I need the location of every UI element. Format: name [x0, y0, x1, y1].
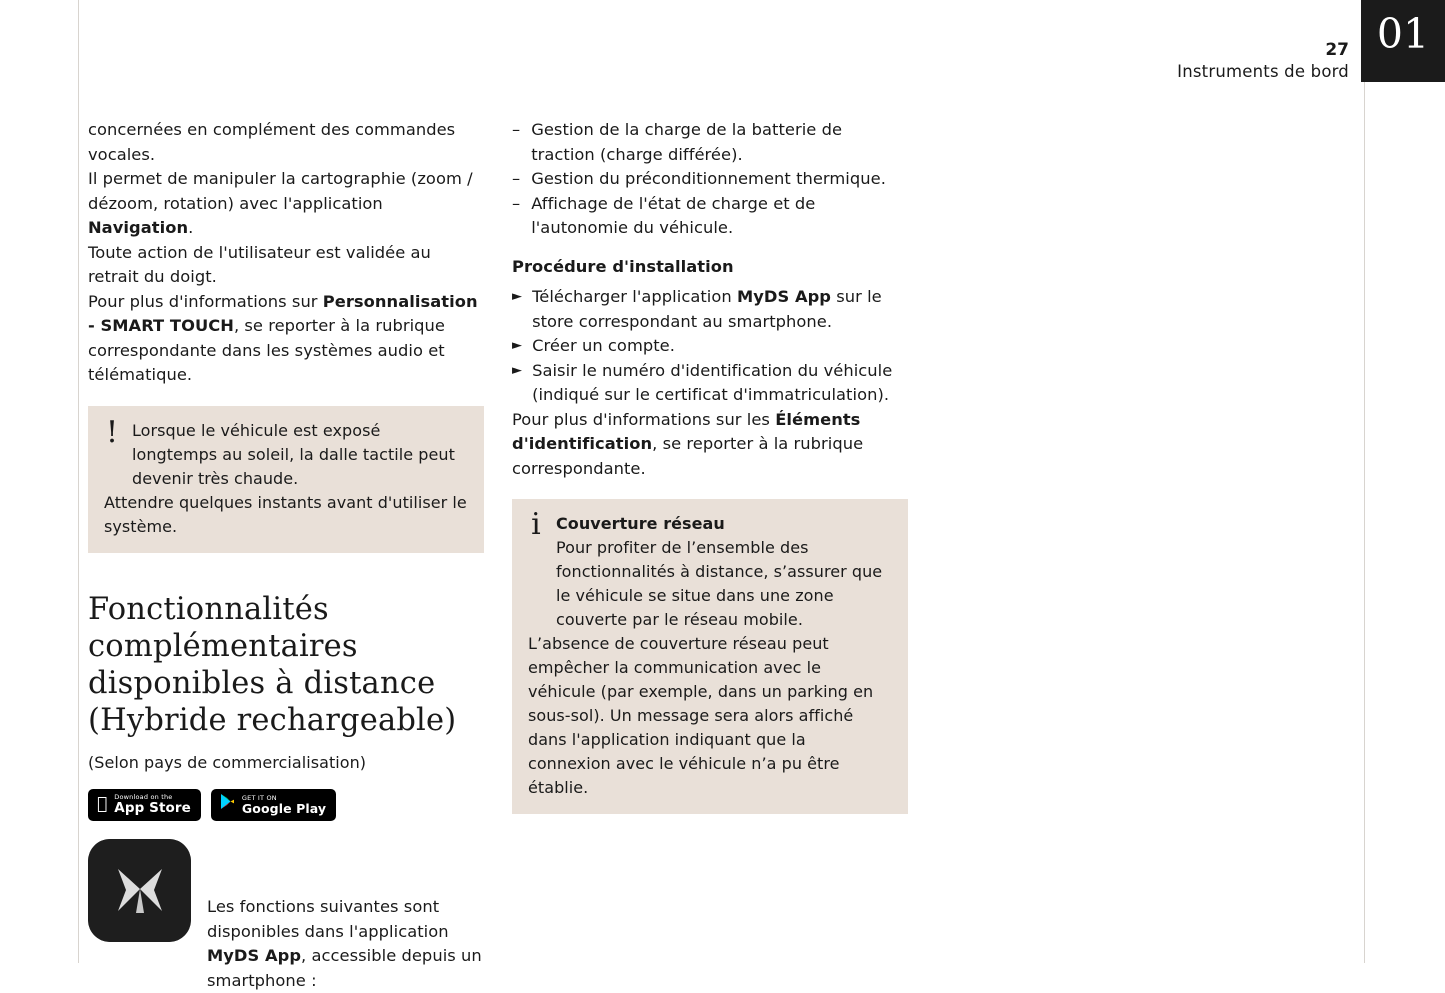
chapter-tab [1361, 0, 1445, 82]
list-item [512, 118, 908, 167]
app-store-badge-label: App Store [104, 800, 181, 817]
procedure-step-bold: MyDS App [736, 287, 832, 306]
exclamation-icon: ! [105, 414, 119, 450]
procedure-step-pre: Télécharger l'application [532, 287, 737, 306]
procedure-step-text: Saisir le numéro d'identification du véhicule (indiqué sur le certificat d'immatriculation). [532, 360, 893, 404]
paragraph-closing-pre: Pour plus d'informations sur les [512, 409, 776, 429]
list-item-text: Gestion de la charge de la batterie de traction (charge différée). [531, 120, 843, 164]
list-item [512, 192, 908, 241]
page-title: Fonctionnalités complémentaires disponibles à distance (Hybride rechargeable) [88, 591, 457, 738]
google-play-badge-label: Google Play [231, 800, 316, 816]
procedure-step-text [532, 285, 908, 334]
paragraph-intro-4-pre: Pour plus d'informations sur [88, 291, 323, 311]
paragraph-intro-4 [88, 290, 484, 388]
info-callout-line-2: L’absence de couverture réseau peut empêcher la communication avec le véhicule (par exemple, dans un parking en sous-sol). Un message sera alors affiché dans l'application indiquant que la connexion avec le véhicule n’a pu être établie. [528, 634, 874, 797]
info-callout-line-1: Pour profiter de l’ensemble des fonctionnalités à distance, s’assurer que le véhicule se situe dans une zone couverte par le réseau mobile. [556, 538, 883, 629]
paragraph-intro-3: Toute action de l'utilisateur est validée au retrait du doigt. [88, 242, 431, 286]
paragraph-intro-2-bold: Navigation [88, 218, 189, 237]
list-item [512, 167, 908, 192]
list-item-text: Gestion du préconditionnement thermique. [531, 169, 886, 188]
page-right-margin-rule [1364, 0, 1365, 963]
arrow-bullet-icon: ► [512, 289, 523, 304]
app-description-post: , accessible depuis un smartphone : [207, 946, 482, 990]
warning-callout-line-2: Attendre quelques instants avant d'utiliser le système. [104, 492, 467, 536]
paragraph-intro-4-post: , se reporter à la rubrique correspondante dans les systèmes audio et télématique. [88, 316, 445, 384]
app-store-badge-small: Download on the [104, 793, 163, 802]
app-description-bold: MyDS App [207, 946, 302, 965]
section-title: Instruments de bord [1177, 62, 1349, 81]
dash-bullet: – [512, 169, 521, 188]
apple-icon [97, 796, 107, 813]
app-description-block [88, 839, 484, 993]
google-play-icon [220, 793, 235, 818]
paragraph-intro-2-post: . [188, 218, 194, 237]
app-store-badge[interactable] [88, 789, 201, 821]
chapter-number: 01 [1376, 10, 1430, 58]
subsection-heading: Procédure d'installation [512, 256, 734, 276]
app-description-text [207, 839, 484, 993]
warning-callout [88, 406, 484, 553]
arrow-bullet-icon: ► [512, 362, 523, 378]
paragraph-closing-post: , se reporter à la rubrique correspondante. [512, 434, 864, 478]
info-icon: i [531, 507, 541, 542]
store-badges [88, 789, 484, 821]
procedure-step-text: Créer un compte. [532, 336, 675, 355]
page-number: 27 [1325, 40, 1349, 60]
procedure-step [512, 359, 908, 408]
paragraph-intro-4-bold: Personnalisation - SMART TOUCH [88, 291, 478, 335]
procedure-step [512, 334, 908, 359]
procedure-step-post: sur le store correspondant au smartphone. [532, 287, 882, 331]
left-column [88, 118, 484, 993]
paragraph-intro-2-pre: Il permet de manipuler la cartographie (zoom / dézoom, rotation) avec l'application [88, 169, 473, 213]
right-column [512, 118, 908, 814]
paragraph-closing-bold: Éléments d'identification [512, 409, 861, 453]
app-description-pre: Les fonctions suivantes sont disponibles dans l'application [207, 897, 449, 941]
procedure-step [512, 285, 908, 334]
paragraph-intro-1: concernées en complément des commandes vocales. [88, 120, 456, 164]
list-item-text: Affichage de l'état de charge et de l'autonomie du véhicule. [531, 193, 816, 237]
paragraph-closing [512, 408, 908, 482]
myds-app-icon [88, 839, 191, 942]
dash-bullet: – [512, 193, 521, 213]
google-play-badge[interactable] [211, 789, 336, 821]
info-callout-title: Couverture réseau [556, 514, 725, 533]
page-left-margin-rule [78, 0, 79, 963]
availability-note: (Selon pays de commercialisation) [88, 752, 367, 772]
warning-callout-line-1: Lorsque le véhicule est exposé longtemps au soleil, la dalle tactile peut devenir très chaude. [132, 420, 455, 488]
dash-bullet: – [512, 120, 521, 139]
google-play-badge-small: GET IT ON [231, 793, 267, 802]
info-callout [512, 499, 908, 814]
page-header [1177, 42, 1349, 81]
paragraph-intro-2 [88, 167, 484, 241]
arrow-bullet-icon: ► [512, 338, 523, 353]
